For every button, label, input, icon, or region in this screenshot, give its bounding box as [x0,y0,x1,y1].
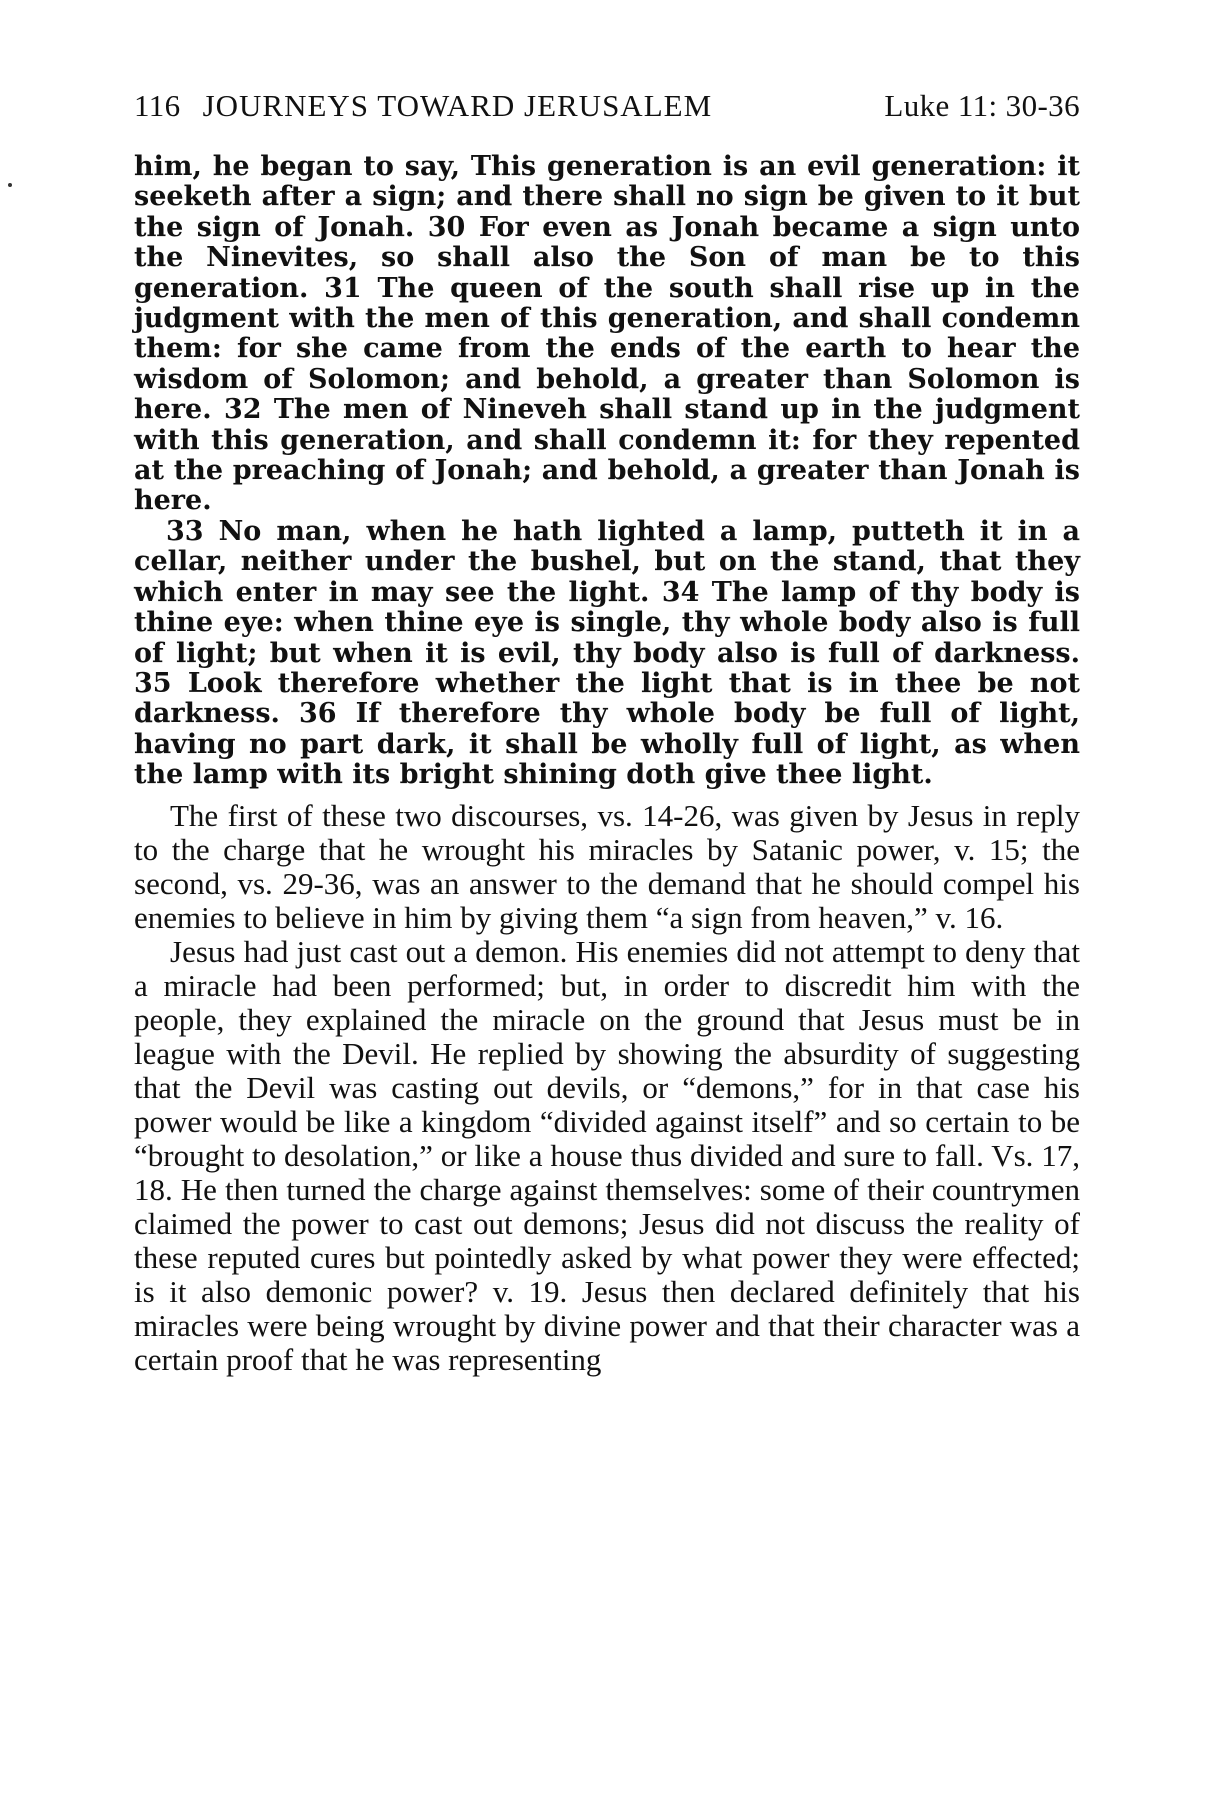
scripture-reference: Luke 11: 30-36 [884,88,1080,123]
commentary-paragraph: The first of these two discourses, vs. 14-26, was given by Jesus in reply to the charge that he wrought his miracles by Satanic power, v. 15; the second, vs. 29-36, was an answer to the demand that he should compel his enemies to believe in him by giving them “a sign from heaven,” v. 16. [134,797,1080,935]
margin-dot [8,183,12,187]
running-head-title: JOURNEYS TOWARD JERUSALEM [202,88,713,123]
commentary-paragraph: Jesus had just cast out a demon. His enemies did not attempt to deny that a miracle had been performed; but, in order to discredit him with the people, they explained the miracle on the ground that Jesus must be in league with the Devil. He replied by showing the absurdity of suggesting that the Devil was casting out devils, or “demons,” for in that case his power would be like a kingdom “divided against itself” and so certain to be “brought to desolation,” or like a house thus divided and sure to fall. Vs. 17, 18. He then turned the charge against themselves: some of their countrymen claimed the power to cast out demons; Jesus did not discuss the reality of these reputed cures but pointedly asked by what power they were effected; is it also demonic power? v. 19. Jesus then declared definitely that his miracles were being wrought by divine power and that their character was a certain proof that he was representing [134,933,1080,1377]
verse-number: 36 [298,698,337,730]
verse-text: him, he began to say, This generation is an evil generation: it seeketh after a sign; and there shall no sign be given to it but the sign of Jonah. [134,151,1080,243]
commentary [134,799,1080,1377]
verse-text: Look therefore whether the light that is in thee be not darkness. [134,667,1080,730]
scripture-paragraph [134,152,1080,517]
verse-text: The men of Nineveh shall stand up in the judgment with this generation, and shall condemn it: for they repented at the preaching of Jonah; and behold, a greater than Jonah is here. [134,394,1081,517]
verse-text: If therefore thy whole body be full of light, having no part dark, it shall be wholly full of light, as when the lamp with its bright shining doth give thee light. [134,698,1080,791]
verse-number: 35 [134,667,172,699]
verse-number: 32 [223,394,262,426]
verse-number: 34 [661,576,700,608]
verse-number: 30 [427,211,466,243]
scripture-paragraph [134,517,1080,791]
book-page [134,88,1080,1377]
running-head [134,88,1080,136]
scripture-passage [134,152,1080,791]
verse-text: The lamp of thy body is thine eye: when thine eye is single, thy whole body also is full of light; but when it is evil, thy body also is full of darkness. [134,576,1081,669]
verse-text: For even as Jonah became a sign unto the Ninevites, so shall also the Son of man be to this generation. [134,211,1080,304]
verse-text: The queen of the south shall rise up in the judgment with the men of this generation, and shall condemn them: for she came from the ends of the earth to hear the wisdom of Solomon; and behold, a greater than Solomon is here. [134,272,1080,426]
page-number: 116 [134,88,181,123]
verse-text: No man, when he hath lighted a lamp, putteth it in a cellar, neither under the bushel, but on the stand, that they which enter in may see the light. [134,515,1080,608]
verse-number: 31 [324,272,362,304]
verse-number: 33 [166,515,204,547]
